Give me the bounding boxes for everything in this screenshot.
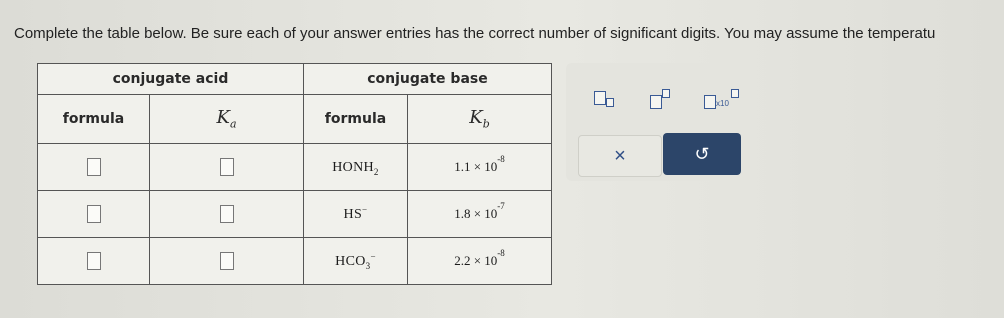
acid-formula-input[interactable] — [87, 158, 101, 176]
clear-button[interactable] — [578, 135, 662, 177]
undo-icon: ↺ — [694, 143, 710, 164]
ka-cell — [150, 144, 304, 191]
acid-formula-input[interactable] — [87, 205, 101, 223]
kb-cell: $1.1 \times 10^{-8}$ — [408, 144, 552, 191]
ka-cell — [150, 238, 304, 285]
header-conjugate-base: conjugate base — [304, 64, 552, 95]
ka-input[interactable] — [220, 252, 234, 270]
header-base-formula: formula — [304, 95, 408, 144]
close-icon: × — [614, 144, 626, 167]
ka-cell — [150, 191, 304, 238]
math-toolbar — [566, 63, 748, 181]
instruction-text: Complete the table below. Be sure each of your answer entries has the correct number of significant digits. You may assume the temperatu — [14, 25, 936, 42]
header-kb: $K_b$ — [408, 95, 552, 144]
subscript-tool-icon[interactable] — [594, 91, 610, 107]
table-row — [38, 191, 552, 238]
scientific-notation-tool-icon[interactable]: x10 — [704, 91, 742, 107]
table-row — [38, 144, 552, 191]
acid-formula-cell — [38, 144, 150, 191]
table-row — [38, 238, 552, 285]
ka-input[interactable] — [220, 158, 234, 176]
base-formula-cell: $HCO_3^-$ — [304, 238, 408, 285]
acid-formula-cell — [38, 191, 150, 238]
superscript-tool-icon[interactable] — [650, 91, 666, 107]
kb-cell: $1.8 \times 10^{-7}$ — [408, 191, 552, 238]
conjugate-table — [37, 63, 552, 285]
undo-button[interactable] — [663, 133, 741, 175]
base-formula-cell: HS− — [304, 191, 408, 238]
header-acid-formula: formula — [38, 95, 150, 144]
acid-formula-cell — [38, 238, 150, 285]
header-ka: $K_a$ — [150, 95, 304, 144]
ka-input[interactable] — [220, 205, 234, 223]
header-conjugate-acid: conjugate acid — [38, 64, 304, 95]
base-formula-cell: $HONH_2$ — [304, 144, 408, 191]
kb-cell: $2.2 \times 10^{-8}$ — [408, 238, 552, 285]
acid-formula-input[interactable] — [87, 252, 101, 270]
